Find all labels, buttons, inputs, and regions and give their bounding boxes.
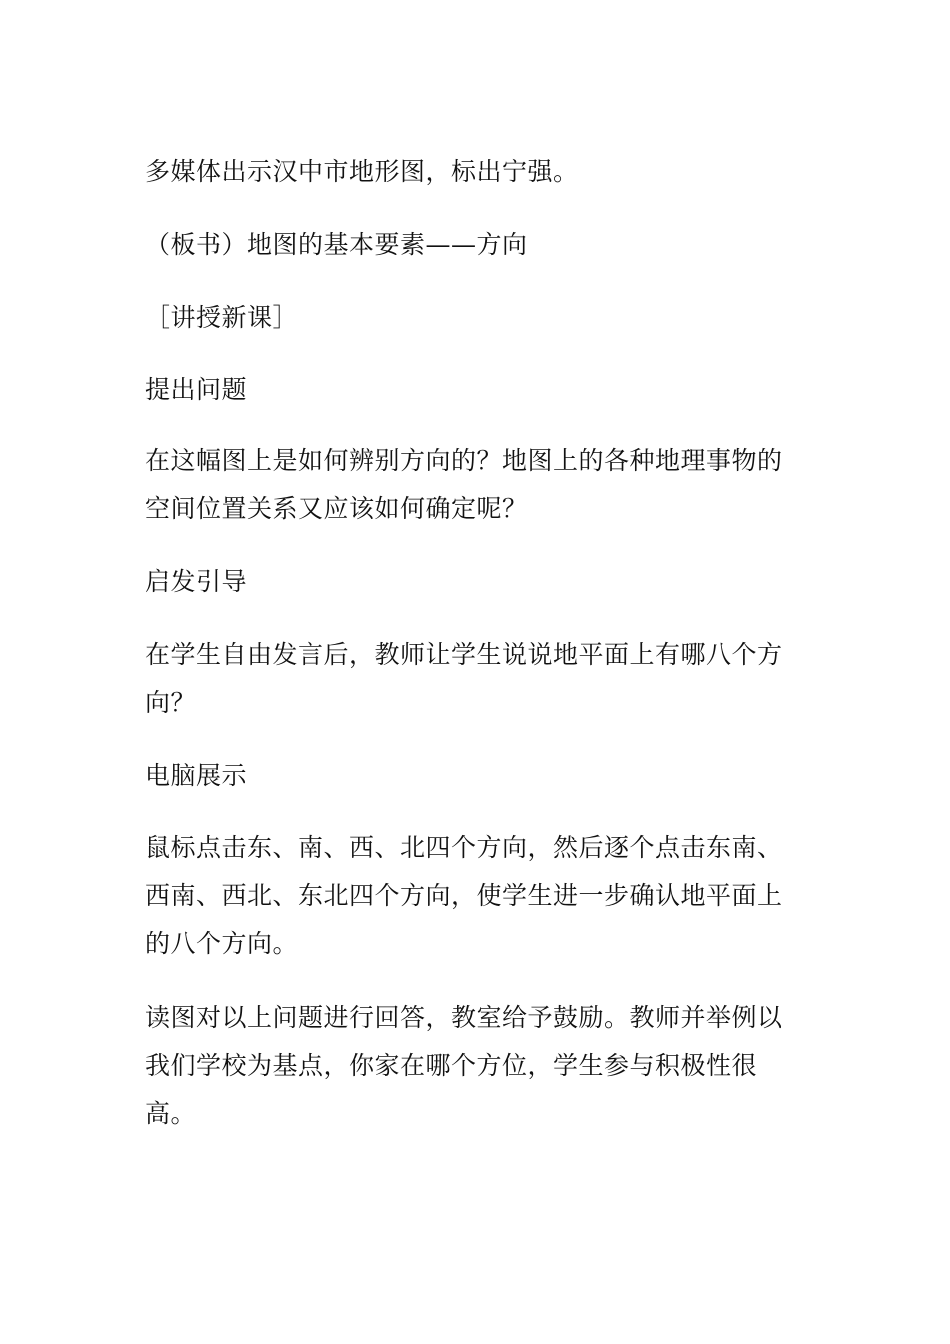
paragraph-ask-question-heading: 提出问题	[145, 375, 248, 404]
paragraph-board-title: （板书）地图的基本要素——方向	[145, 230, 528, 259]
paragraph-intro-map: 多媒体出示汉中市地形图，标出宁强。	[145, 157, 579, 186]
paragraph-section-heading: ［讲授新课］	[145, 303, 299, 332]
paragraph-reading-map-text: 读图对以上问题进行回答，教室给予鼓励。教师并举例以我们学校为基点，你家在哪个方位，学生参与积极性很高。	[145, 1003, 783, 1128]
paragraph-guidance-text: 在学生自由发言后，教师让学生说说地平面上有哪八个方向？	[145, 640, 783, 717]
paragraph-directions-text: 鼠标点击东、南、西、北四个方向，然后逐个点击东南、西南、西北、东北四个方向，使学生进一步确认地平面上的八个方向。	[145, 833, 783, 958]
paragraph-guidance-heading: 启发引导	[145, 567, 248, 596]
paragraph-question-text: 在这幅图上是如何辨别方向的？地图上的各种地理事物的空间位置关系又应该如何确定呢？	[145, 446, 783, 523]
paragraph-computer-display-heading: 电脑展示	[145, 761, 248, 790]
